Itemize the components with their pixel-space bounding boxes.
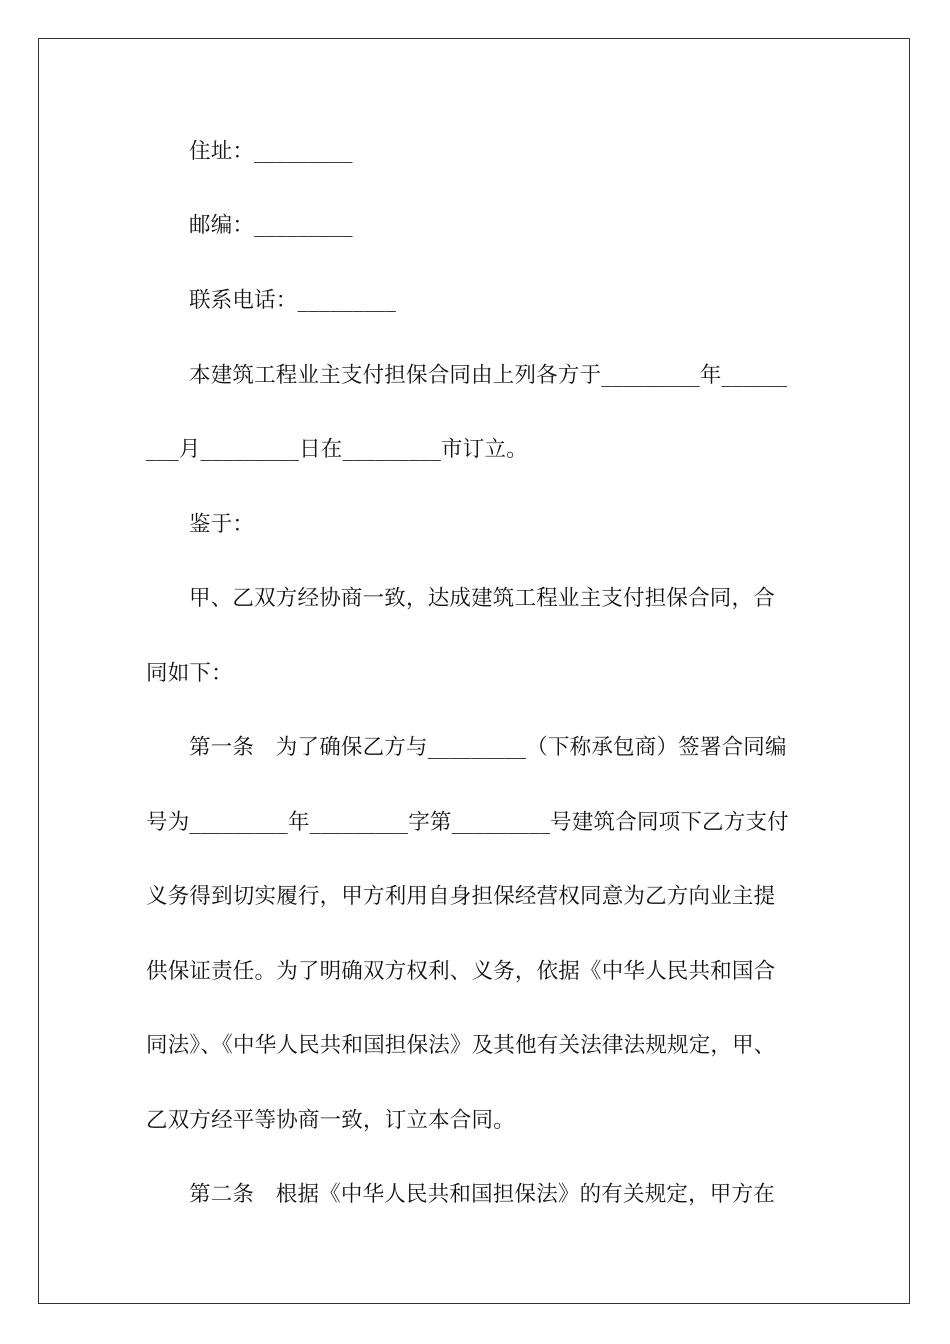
article-1-line-1: 第一条 为了确保乙方与_________（下称承包商）签署合同编 <box>189 735 787 760</box>
phone-line: 联系电话：_________ <box>189 288 397 313</box>
contract-date-line-2: ___月_________日在_________市订立。 <box>146 437 528 462</box>
address-line: 住址：_________ <box>189 139 353 164</box>
article-1-line-6: 乙双方经平等协商一致，订立本合同。 <box>146 1108 515 1133</box>
article-2-line-1: 第二条 根据《中华人民共和国担保法》的有关规定，甲方在 <box>189 1182 775 1207</box>
whereas-heading: 鉴于： <box>189 512 255 537</box>
article-1-line-5: 同法》、《中华人民共和国担保法》及其他有关法律法规规定，甲、 <box>146 1033 776 1058</box>
article-1-line-4: 供保证责任。为了明确双方权利、义务，依据《中华人民共和国合 <box>146 959 776 984</box>
contract-date-line-1: 本建筑工程业主支付担保合同由上列各方于_________年______ <box>189 363 788 388</box>
agreement-paragraph-line-2: 同如下： <box>146 661 233 686</box>
article-1-line-2: 号为_________年_________字第_________号建筑合同项下乙方支付 <box>146 810 789 835</box>
article-1-line-3: 义务得到切实履行，甲方利用自身担保经营权同意为乙方向业主提 <box>146 884 776 909</box>
agreement-paragraph-line-1: 甲、乙双方经协商一致，达成建筑工程业主支付担保合同，合 <box>189 586 775 611</box>
postcode-line: 邮编：_________ <box>189 213 353 238</box>
